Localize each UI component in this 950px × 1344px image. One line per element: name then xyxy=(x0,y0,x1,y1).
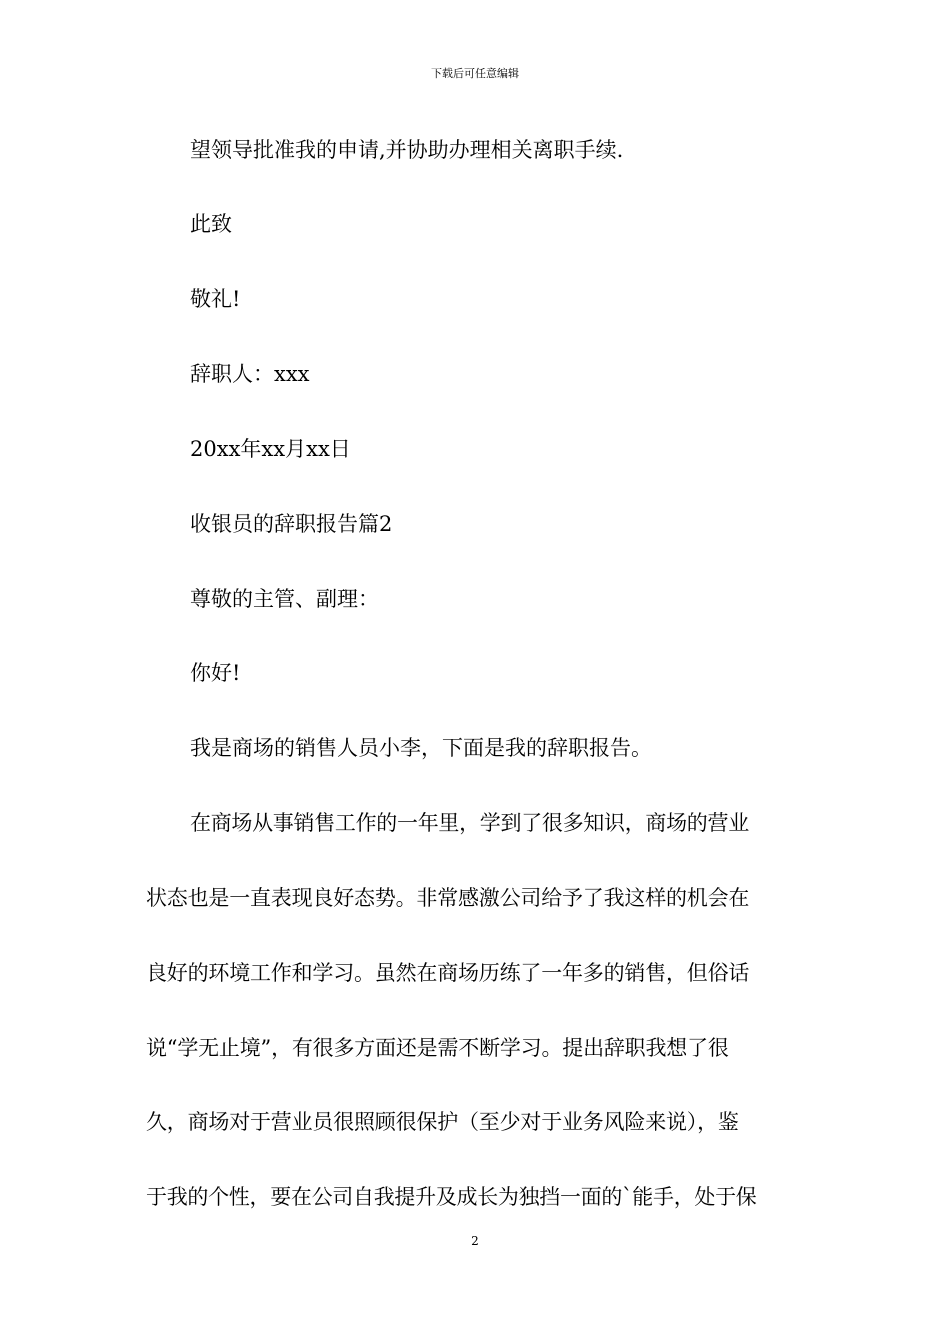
body-line: 说“学无止境”，有很多方面还是需不断学习。提出辞职我想了很 xyxy=(146,1036,729,1060)
body-line: 望领导批准我的申请,并协助办理相关离职手续. xyxy=(190,138,624,162)
page-number: 2 xyxy=(471,1234,479,1248)
body-line: 辞职人：xxx xyxy=(190,362,310,386)
body-line: 此致 xyxy=(190,212,232,236)
body-line: 久，商场对于营业员很照顾很保护（至少对于业务风险来说），鉴 xyxy=(146,1110,739,1134)
salutation: 尊敬的主管、副理： xyxy=(190,587,379,611)
page-header: 下载后可任意编辑 xyxy=(431,67,519,80)
body-line: 于我的个性，要在公司自我提升及成长为独挡一面的`能手，处于保 xyxy=(146,1185,757,1209)
body-line: 敬礼! xyxy=(190,287,241,311)
body-line: 状态也是一直表现良好态势。非常感激公司给予了我这样的机会在 xyxy=(146,886,750,910)
greeting: 你好! xyxy=(190,661,241,685)
body-line: 在商场从事销售工作的一年里，学到了很多知识，商场的营业 xyxy=(190,811,749,835)
body-line: 我是商场的销售人员小李，下面是我的辞职报告。 xyxy=(190,736,652,760)
body-line: 20xx年xx月xx日 xyxy=(190,437,351,461)
section-heading: 收银员的辞职报告篇2 xyxy=(190,512,393,536)
body-line: 良好的环境工作和学习。虽然在商场历练了一年多的销售，但俗话 xyxy=(146,961,750,985)
